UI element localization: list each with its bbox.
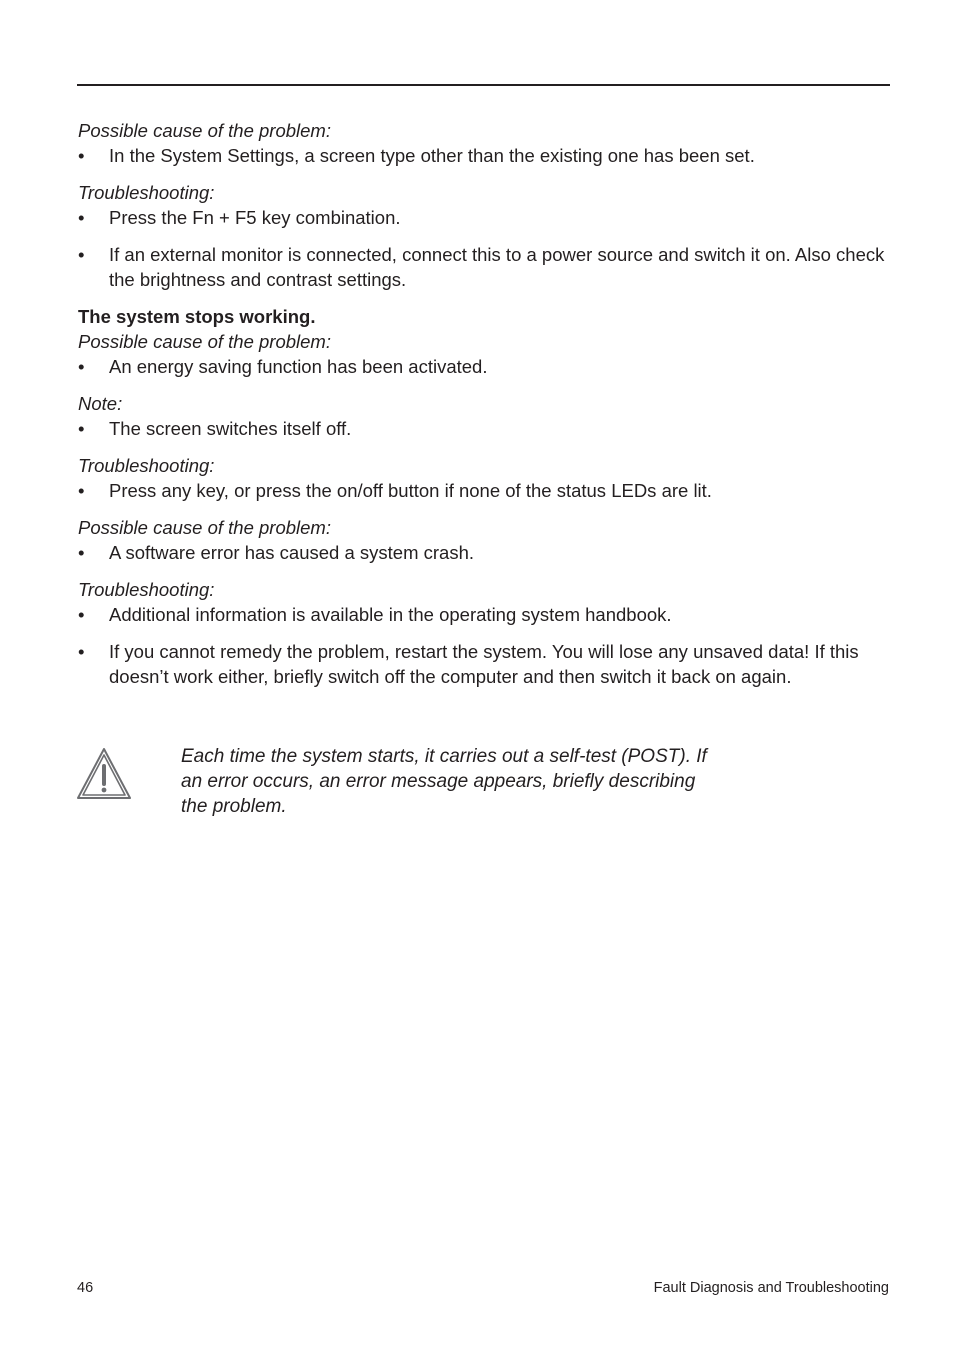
bullet-glyph: • — [78, 480, 85, 501]
warning-triangle-icon — [76, 746, 132, 802]
cause-label: Possible cause of the problem: — [78, 331, 331, 352]
list-item — [78, 602, 890, 627]
list-item — [78, 639, 890, 689]
note-text: The screen switches itself off. — [109, 418, 352, 439]
page-content — [78, 118, 890, 689]
list-item — [78, 416, 890, 441]
cause-label: Possible cause of the problem: — [78, 120, 331, 141]
list-item — [78, 478, 890, 503]
section-heading: The system stops working. — [78, 306, 316, 327]
cause-text: In the System Settings, a screen type other than the existing one has been set. — [109, 145, 755, 166]
bullet-glyph: • — [78, 604, 85, 625]
chapter-title: Fault Diagnosis and Troubleshooting — [653, 1280, 889, 1296]
list-item — [78, 143, 890, 168]
step-text: If you cannot remedy the problem, restart the system. You will lose any unsaved data! If this doesn’t work either, briefly switch off the computer and then switch it back on again. — [109, 641, 859, 687]
troubleshooting-label: Troubleshooting: — [78, 579, 215, 600]
list-item — [78, 242, 890, 292]
page-number: 46 — [77, 1280, 94, 1296]
bullet-glyph: • — [78, 641, 85, 662]
warning-text: Each time the system starts, it carries out a self-test (POST). If an error occurs, an error message appears, briefly describing the problem. — [181, 746, 707, 817]
cause-text: A software error has caused a system crash. — [109, 542, 475, 563]
step-text: Additional information is available in the operating system handbook. — [109, 604, 672, 625]
cause-text: An energy saving function has been activated. — [109, 356, 488, 377]
troubleshooting-label: Troubleshooting: — [78, 182, 215, 203]
bullet-glyph: • — [78, 356, 85, 377]
step-text: Press the Fn + F5 key combination. — [109, 207, 401, 228]
bullet-glyph: • — [78, 145, 85, 166]
troubleshooting-label: Troubleshooting: — [78, 455, 215, 476]
bullet-glyph: • — [78, 542, 85, 563]
step-text: If an external monitor is connected, connect this to a power source and switch it on. Also check the brightness and contrast settings. — [109, 244, 885, 290]
note-label: Note: — [78, 393, 123, 414]
step-text: Press any key, or press the on/off button if none of the status LEDs are lit. — [109, 480, 712, 501]
cause-label: Possible cause of the problem: — [78, 517, 331, 538]
header-rule — [77, 84, 890, 86]
list-item — [78, 354, 890, 379]
list-item — [78, 540, 890, 565]
bullet-glyph: • — [78, 244, 85, 265]
bullet-glyph: • — [78, 207, 85, 228]
list-item — [78, 205, 890, 230]
bullet-glyph: • — [78, 418, 85, 439]
